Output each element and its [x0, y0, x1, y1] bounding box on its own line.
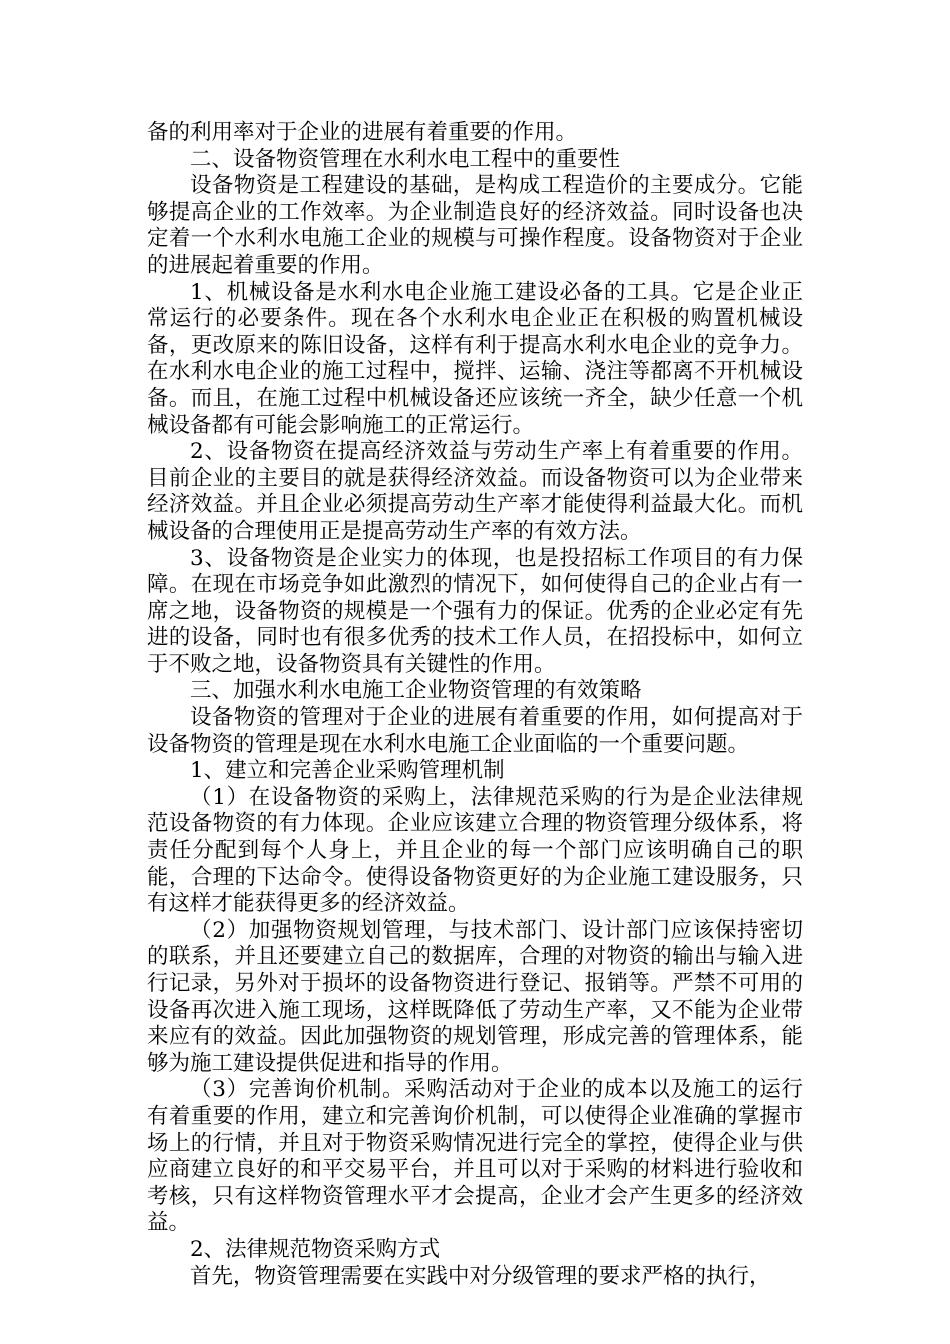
paragraph: 首先，物资管理需要在实践中对分级管理的要求严格的执行，: [190, 1263, 771, 1289]
section-heading-3: 三、加强水利水电施工企业物资管理的有效策略: [190, 678, 642, 704]
paragraph: （2）加强物资规划管理，与技术部门、设计部门应该保持密切的联系，并且还要建立自己的数据库，合理的对物资的输出与输入进行记录，另外对于损坏的设备物资进行登记、报销等。严禁不可用的设备再次进入施工现场，这样既降低了劳动生产率，又不能为企业带来应有的效益。因此加强物资的规划管理，形成完善的管理体系，能够为施工建设提供促进和指导的作用。: [147, 917, 803, 1076]
paragraph-continuation: 备的利用率对于企业的进展有着重要的作用。: [147, 120, 578, 145]
paragraph: 1、机械设备是水利水电企业施工建设必备的工具。它是企业正常运行的必要条件。现在各个水利水电企业正在积极的购置机械设备，更改原来的陈旧设备，这样有利于提高水利水电企业的竞争力。在水利水电企业的施工过程中，搅拌、运输、浇注等都离不开机械设备。而且，在施工过程中机械设备还应该统一齐全，缺少任意一个机械设备都有可能会影响施工的正常运行。: [147, 279, 803, 438]
subsection-heading-2: 2、法律规范物资采购方式: [190, 1236, 441, 1262]
paragraph: 2、设备物资在提高经济效益与劳动生产率上有着重要的作用。目前企业的主要目的就是获得经济效益。而设备物资可以为企业带来经济效益。并且企业必须提高劳动生产率才能使得利益最大化。而机械设备的合理使用正是提高劳动生产率的有效方法。: [147, 439, 803, 544]
document-body: [147, 120, 803, 1290]
subsection-heading-1: 1、建立和完善企业采购管理机制: [190, 758, 505, 784]
section-heading-2: 二、设备物资管理在水利水电工程中的重要性: [190, 146, 621, 172]
paragraph: （1）在设备物资的采购上，法律规范采购的行为是企业法律规范设备物资的有力体现。企业应该建立合理的物资管理分级体系，将责任分配到每个人身上，并且企业的每一个部门应该明确自己的职能，合理的下达命令。使得设备物资更好的为企业施工建设服务，只有这样才能获得更多的经济效益。: [147, 784, 803, 917]
paragraph: 设备物资是工程建设的基础，是构成工程造价的主要成分。它能够提高企业的工作效率。为企业制造良好的经济效益。同时设备也决定着一个水利水电施工企业的规模与可操作程度。设备物资对于企业的进展起着重要的作用。: [147, 173, 803, 278]
paragraph: 3、设备物资是企业实力的体现，也是投招标工作项目的有力保障。在现在市场竞争如此激烈的情况下，如何使得自己的企业占有一席之地，设备物资的规模是一个强有力的保证。优秀的企业必定有先进的设备，同时也有很多优秀的技术工作人员，在招投标中，如何立于不败之地，设备物资具有关键性的作用。: [147, 545, 803, 677]
paragraph: 设备物资的管理对于企业的进展有着重要的作用，如何提高对于设备物资的管理是现在水利水电施工企业面临的一个重要问题。: [147, 705, 803, 757]
paragraph: （3）完善询价机制。采购活动对于企业的成本以及施工的运行有着重要的作用，建立和完善询价机制，可以使得企业准确的掌握市场上的行情，并且对于物资采购情况进行完全的掌控，使得企业与供应商建立良好的和平交易平台，并且可以对于采购的材料进行验收和考核，只有这样物资管理水平才会提高，企业才会产生更多的经济效益。: [147, 1077, 803, 1236]
